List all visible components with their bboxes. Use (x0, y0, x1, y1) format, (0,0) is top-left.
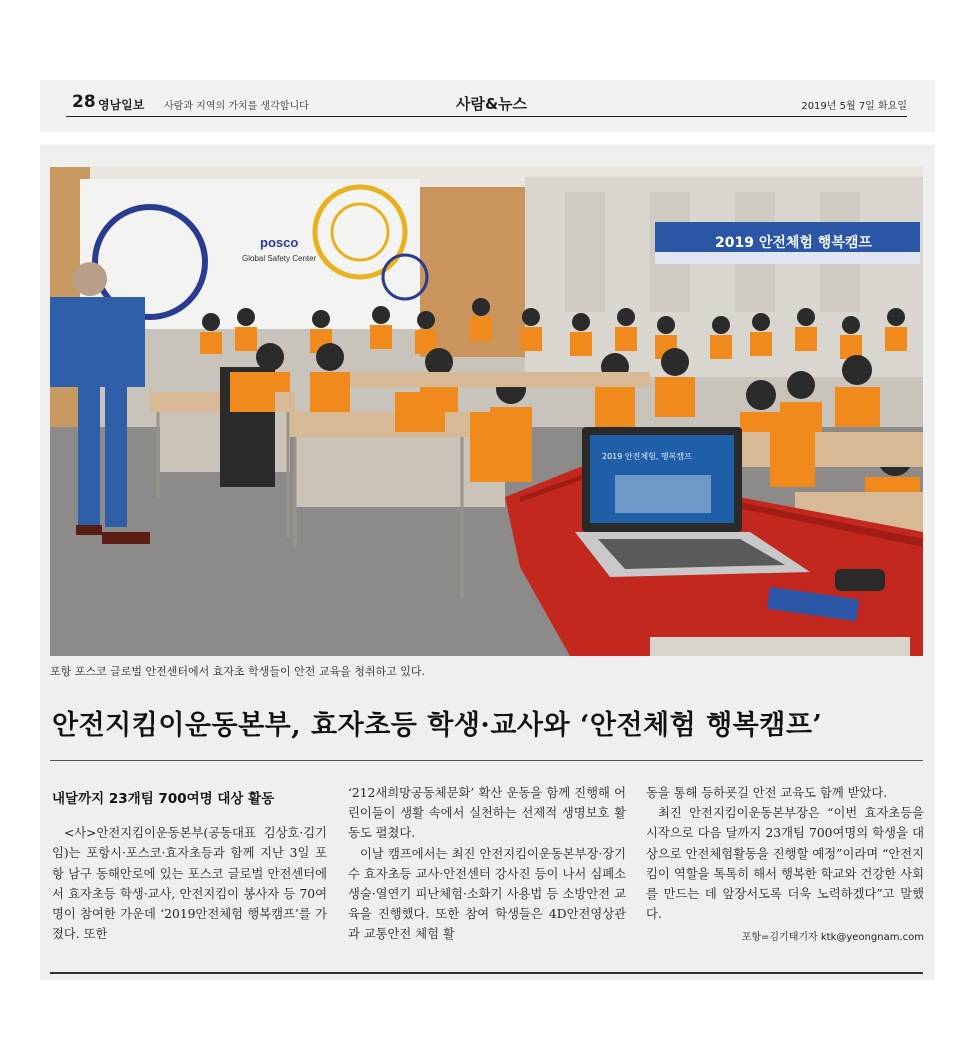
paper-slogan: 사람과 지역의 가치를 생각합니다 (164, 101, 309, 112)
paper-name: 영남일보 (98, 98, 145, 112)
banner-text: 2019 안전체험 행복캠프 (715, 235, 872, 251)
classroom-scene (50, 167, 923, 656)
column-1 (52, 783, 327, 944)
section-title: 사람&뉴스 (456, 95, 528, 113)
issue-date: 2019년 5월 7일 화요일 (801, 101, 907, 112)
screen-title: 2019 안전체험, 행복캠프 (602, 452, 692, 461)
col1-paragraph: <사>안전지킴이운동본부(공동대표 김상호·김기임)는 포항시·포스코·효자초등과 함께 지난 3일 포항 남구 동해안로에 있는 포스코 글로벌 안전센터에서 효자초등 학생·교사, 안전지킴이 봉사자 등 70여명이 참여한 가운데 ‘2019안전체험 행복캠프’를 가졌다. 또한 (52, 826, 327, 942)
article-photo (50, 167, 923, 656)
col3-paragraph-2: 최진 안전지킴이운동본부장은 “이번 효자초등을 시작으로 다음 달까지 23개팀 700여명의 학생을 대상으로 안전체험활동을 진행할 예정”이라며 “안전지킴이 역할을 톡톡히 해서 행복한 학교와 건강한 사회를 만드는 데 앞장서도록 더욱 노력하겠다”고 말했다. (646, 806, 924, 922)
col2-paragraph-2: 이날 캠프에서는 최진 안전지킴이운동본부장·장기수 효자초등 교사·안전센터 강사진 등이 나서 심폐소생술·열연기 피난체험·소화기 사용법 등 소방안전 교육을 진행했다. 또한 참여 학생들은 4D안전영상관과 교통안전 체험 활 (348, 846, 626, 942)
column-3 (646, 783, 924, 949)
header-rule (66, 94, 907, 117)
photo-caption: 포항 포스코 글로벌 안전센터에서 효자초 학생들이 안전 교육을 청취하고 있다. (50, 665, 425, 678)
headline-rule (50, 760, 923, 761)
bottom-rule (50, 972, 923, 974)
col3-paragraph-1: 동을 통해 등하굣길 안전 교육도 함께 받았다. (646, 786, 888, 800)
page-header (40, 80, 935, 132)
wall-text: Global Safety Center (242, 254, 317, 263)
article-subhead: 내달까지 23개팀 700여명 대상 활동 (52, 791, 275, 807)
col2-paragraph-1: ‘212새희망공동체문화’ 확산 운동을 함께 진행해 어린이들이 생활 속에서 실천하는 선제적 생명보호 활동도 펼쳤다. (348, 786, 626, 841)
wall-logo: posco (260, 235, 299, 250)
reporter-byline: 포항=김기태기자 ktk@yeongnam.com (741, 932, 924, 944)
column-2 (348, 783, 626, 945)
article-headline: 안전지킴이운동본부, 효자초등 학생·교사와 ‘안전체험 행복캠프’ (52, 710, 823, 741)
page-number: 28 (72, 92, 96, 112)
